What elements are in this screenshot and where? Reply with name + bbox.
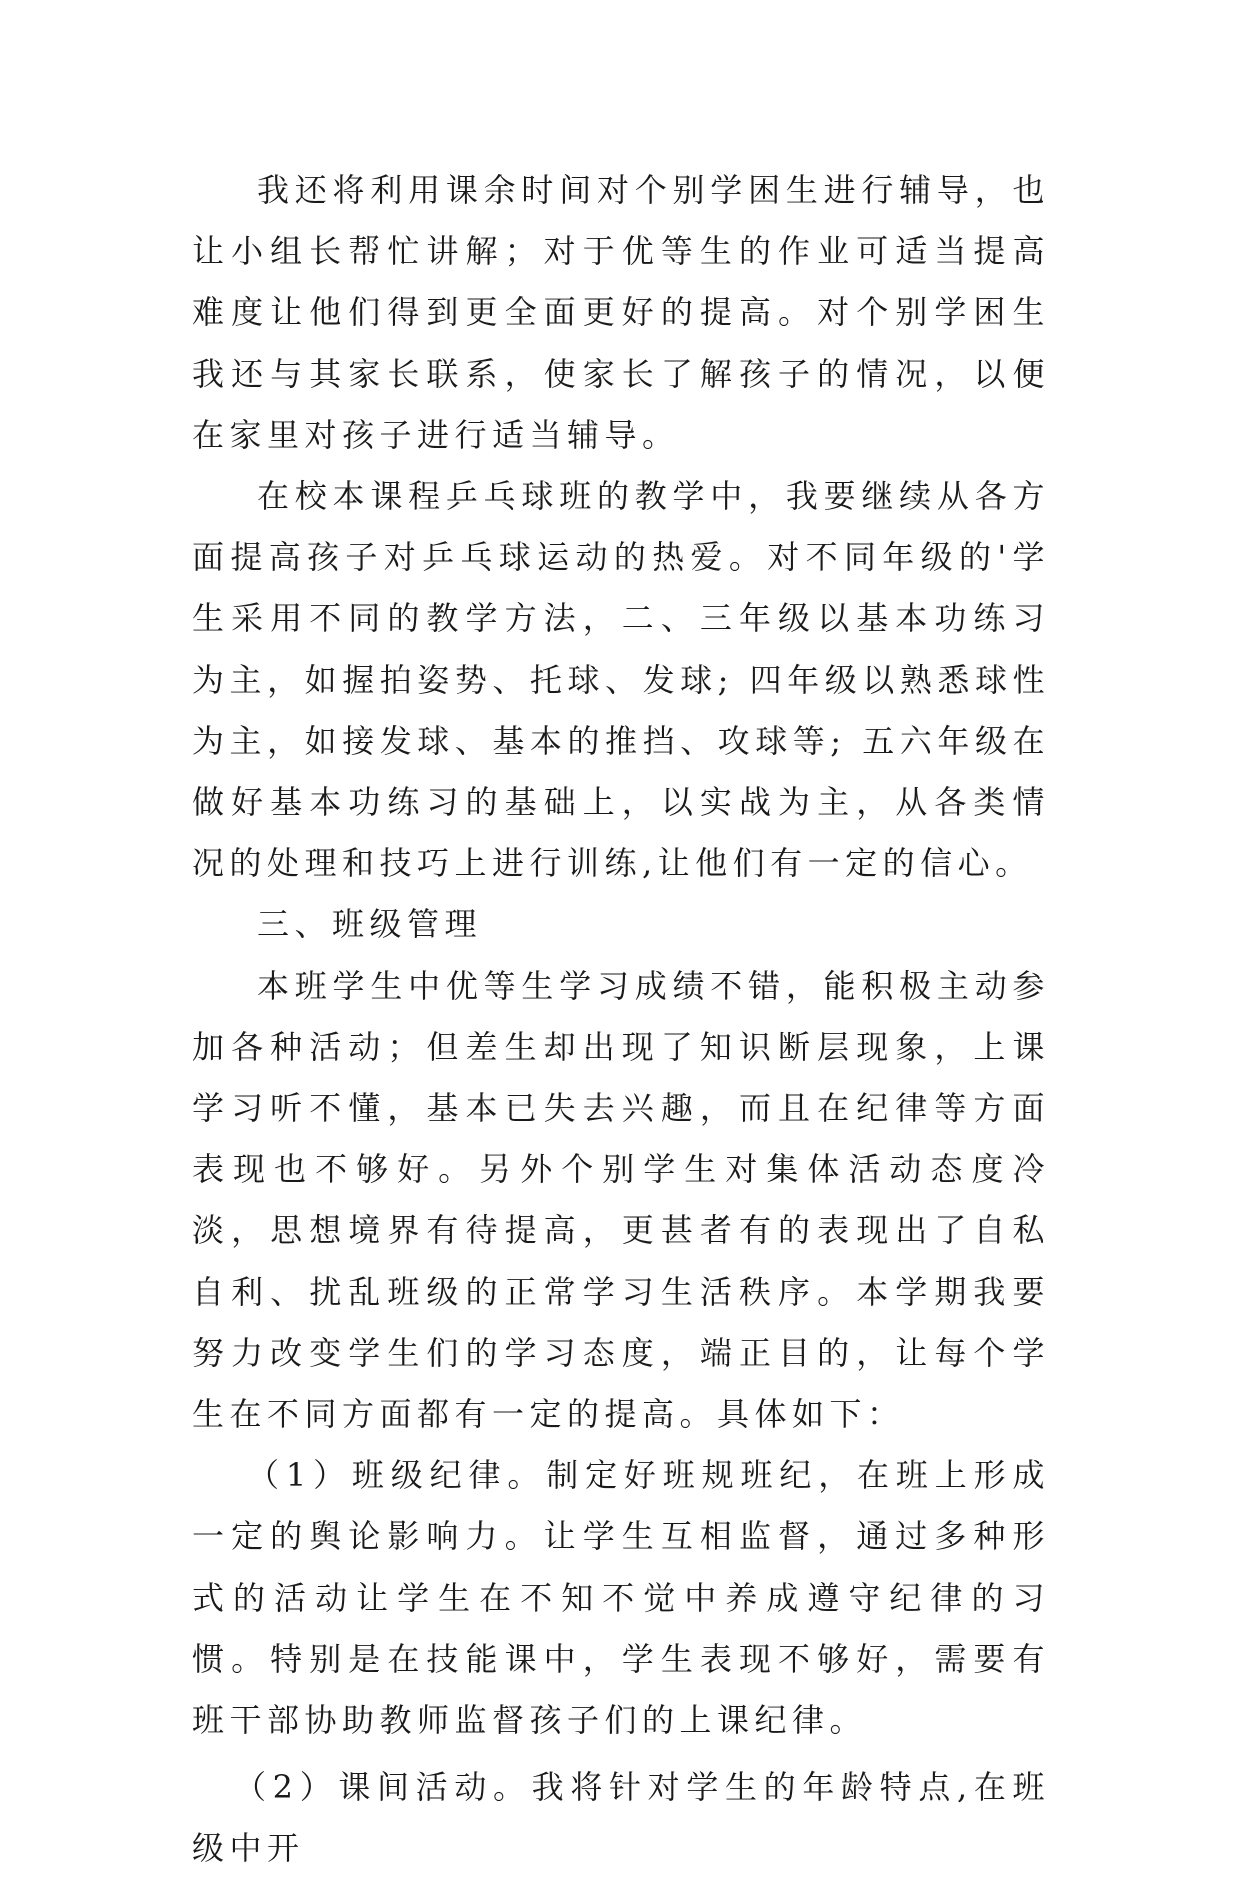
list-item-class-discipline: （1）班级纪律。制定好班规班纪，在班上形成一定的舆论影响力。让学生互相监督，通过多种形式的活动让学生在不知不觉中养成遵守纪律的习惯。特别是在技能课中，学生表现不够好，需要有班干部协助教师监督孩子们的上课纪律。 xyxy=(192,1456,1050,1740)
document-body xyxy=(192,160,1050,1880)
section-heading: 三、班级管理 xyxy=(257,905,483,944)
list-item-break-activities: （2）课间活动。我将针对学生的年龄特点,在班级中开 xyxy=(192,1768,1050,1868)
paragraph-tutoring: 我还将利用课余时间对个别学困生进行辅导，也让小组长帮忙讲解；对于优等生的作业可适当提高难度让他们得到更全面更好的提高。对个别学困生我还与其家长联系，使家长了解孩子的情况，以便在家里对孩子进行适当辅导。 xyxy=(192,171,1050,454)
paragraph-table-tennis: 在校本课程乒乓球班的教学中，我要继续从各方面提高孩子对乒乓球运动的热爱。对不同年级的'学生采用不同的教学方法，二、三年级以基本功练习为主，如握拍姿势、托球、发球; 四年级以熟悉球性为主，如接发球、基本的推挡、攻球等; 五六年级在做好基本功练习的基础上，以实战为主，从各类情况的处理和技巧上进行训练,让他们有一定的信心。 xyxy=(192,477,1050,883)
paragraph-class-management: 本班学生中优等生学习成绩不错，能积极主动参加各种活动；但差生却出现了知识断层现象，上课学习听不懂，基本已失去兴趣，而且在纪律等方面表现也不够好。另外个别学生对集体活动态度冷淡，思想境界有待提高，更甚者有的表现出了自私自利、扰乱班级的正常学习生活秩序。本学期我要努力改变学生们的学习态度，端正目的，让每个学生在不同方面都有一定的提高。具体如下： xyxy=(192,966,1050,1434)
